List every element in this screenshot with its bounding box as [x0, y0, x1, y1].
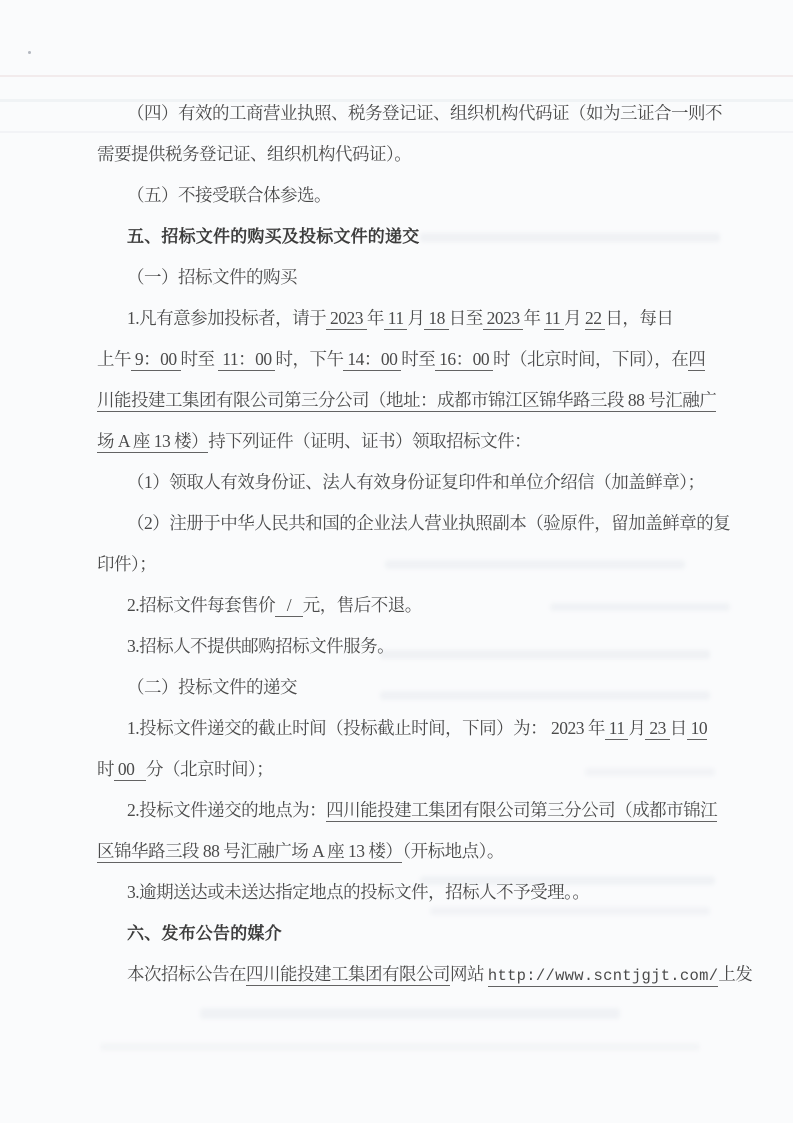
scan-artifact [200, 1008, 620, 1019]
scan-speck [28, 51, 31, 54]
text-segment: （一）招标文件的购买 [127, 267, 297, 287]
text-segment: （开标地点）。 [402, 841, 504, 861]
text-segment: 2.招标文件每套售价 [127, 595, 276, 615]
scan-artifact [0, 75, 793, 77]
text-segment: 2.投标文件递交的地点为： [127, 800, 327, 820]
text-segment: 3.招标人不提供邮购招标文件服务。 [127, 636, 395, 656]
text-segment: 六、发布公告的媒介 [127, 924, 282, 943]
text-segment: 月 [628, 718, 646, 738]
text-segment: 时 [97, 759, 114, 779]
text-segment: 持下列证件（证明、证书）领取招标文件： [208, 431, 532, 451]
underlined-text: 四川能投建工集团有限公司第三分公司（成都市锦江 [326, 800, 718, 820]
underlined-text: 四 [688, 349, 706, 369]
text-segment: 印件）； [97, 554, 157, 574]
text-segment: 时至 [180, 349, 219, 369]
paragraph-line [97, 257, 712, 298]
text-segment: 分（北京时间）； [146, 759, 274, 779]
text-segment: 月 [564, 308, 585, 328]
underlined-text: 四川能投建工集团有限公司 [246, 964, 450, 984]
text-segment: 需要提供税务登记证、组织机构代码证）。 [97, 144, 412, 164]
paragraph-line [97, 175, 712, 216]
scan-artifact [100, 1043, 700, 1051]
text-segment: 本次招标公告在 [127, 964, 246, 984]
underlined-text: 18 [424, 308, 449, 328]
text-segment: 上午 [97, 349, 131, 369]
text-segment: 3.逾期送达或未送达指定地点的投标文件，招标人不予受理。。 [127, 882, 590, 902]
text-segment: 年 [523, 308, 545, 328]
paragraph-line [97, 790, 718, 831]
paragraph-line [97, 134, 712, 175]
url-text: http://www.scntjgjt.com/ [487, 967, 719, 985]
underlined-text: 22 [584, 308, 606, 328]
underlined-text: 2023 [482, 308, 524, 328]
text-segment: 日 [669, 718, 687, 738]
paragraph-line [97, 749, 712, 790]
paragraph-line [97, 380, 717, 421]
underlined-text: 2023 [326, 308, 367, 328]
text-segment: 月 [407, 308, 425, 328]
underlined-text: 11 [544, 308, 565, 328]
text-segment: 时（北京时间，下同），在 [492, 349, 689, 369]
paragraph-line [97, 954, 753, 995]
section-heading [97, 913, 712, 954]
underlined-text: 场 A 座 13 楼） [97, 431, 209, 451]
paragraph-line [97, 421, 712, 462]
text-segment: 上发 [718, 964, 753, 984]
text-segment: 网站 [450, 964, 488, 984]
text-segment: 时，下午 [275, 349, 344, 369]
text-segment: 日至 [448, 308, 483, 328]
paragraph-line [97, 585, 712, 626]
paragraph-line [97, 872, 712, 913]
section-heading [97, 216, 712, 257]
paragraph-line [97, 626, 712, 667]
underlined-text: 11 [383, 308, 408, 328]
paragraph-line [97, 339, 712, 380]
paragraph-line [97, 462, 712, 503]
underlined-text: 16：00 [435, 349, 493, 369]
document-body [97, 93, 753, 995]
underlined-text: 23 [645, 718, 670, 738]
text-segment: （1）领取人有效身份证、法人有效身份证复印件和单位介绍信（加盖鲜章）； [127, 472, 705, 492]
text-segment: 1.凡有意参加投标者，请于 [127, 308, 327, 328]
text-segment: 元，售后不退。 [302, 595, 422, 615]
text-segment: 日，每日 [605, 308, 674, 328]
underlined-text: 9：00 [131, 349, 181, 369]
text-segment: 年 [366, 308, 384, 328]
text-segment: （2）注册于中华人民共和国的企业法人营业执照副本（验原件，留加盖鲜章的复 [127, 513, 731, 533]
underlined-text: 10 [686, 718, 708, 738]
text-segment: （四）有效的工商营业执照、税务登记证、组织机构代码证（如为三证合一则不 [127, 103, 722, 123]
underlined-text: 11：00 [218, 349, 276, 369]
text-segment: 五、招标文件的购买及投标文件的递交 [127, 227, 420, 246]
paragraph-line [97, 298, 712, 339]
underlined-text: 11 [604, 718, 629, 738]
underlined-text: 川能投建工集团有限公司第三分公司（地址：成都市锦江区锦华路三段 88 号汇融广 [97, 390, 717, 410]
text-segment: 时至 [401, 349, 436, 369]
text-segment: （五）不接受联合体参选。 [127, 185, 331, 205]
underlined-text: 00 [114, 759, 146, 779]
paragraph-line [97, 667, 712, 708]
underlined-text: / [275, 595, 303, 615]
text-segment: （二）投标文件的递交 [127, 677, 297, 697]
underlined-text: 14：00 [343, 349, 402, 369]
paragraph-line [97, 831, 712, 872]
underlined-text: 区锦华路三段 88 号汇融广场 A 座 13 楼） [97, 841, 403, 861]
paragraph-line [97, 708, 712, 749]
paragraph-line [97, 93, 722, 134]
paragraph-line [97, 503, 731, 544]
paragraph-line [97, 544, 712, 585]
text-segment: 1.投标文件递交的截止时间（投标截止时间，下同）为： 2023 年 [127, 718, 605, 738]
